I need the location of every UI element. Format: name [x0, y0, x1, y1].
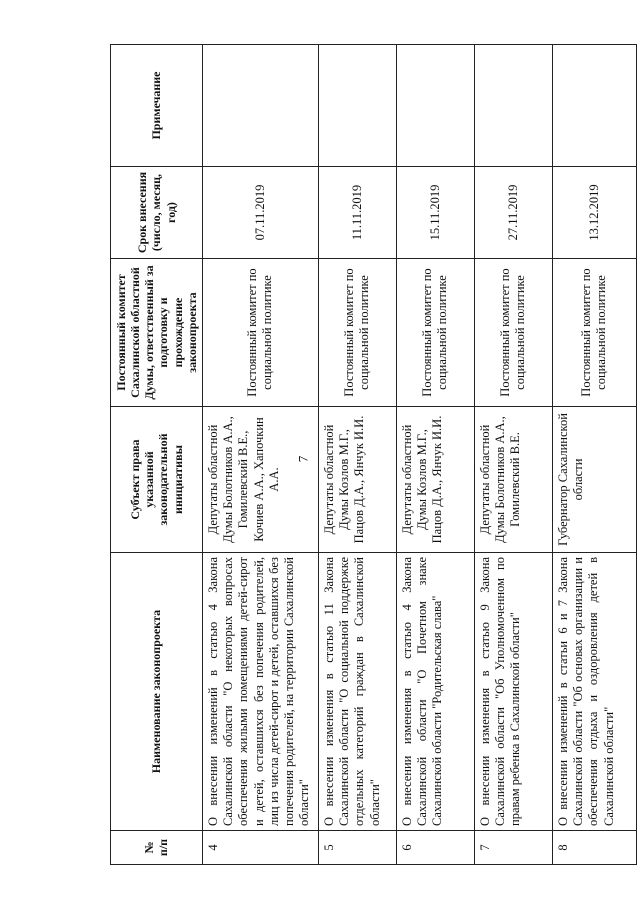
- header-committee: Постоянный комитет Сахалинской областной Думы, ответственный за подготовку и прохождение законопроекта: [111, 259, 203, 407]
- row-committee: Постоянный комитет по социальной политике: [396, 259, 474, 407]
- row-committee: Постоянный комитет по социальной политике: [202, 259, 318, 407]
- row-deadline: 07.11.2019: [202, 167, 318, 259]
- row-name: О внесении изменения в статью 11 Закона Сахалинской области "О социальной поддержке отдельных категорий граждан в Сахалинской области": [318, 553, 396, 831]
- row-committee: Постоянный комитет по социальной политике: [318, 259, 396, 407]
- row-deadline: 13.12.2019: [552, 167, 636, 259]
- row-num: 7: [474, 831, 552, 865]
- row-name: О внесении изменений в статьи 6 и 7 Закона Сахалинской области "Об основах организации и обеспечения отдыха и оздоровления детей в Сахалинской области": [552, 553, 636, 831]
- header-subject: Субъект права указанной законодательной инициативы: [111, 407, 203, 553]
- row-num: 8: [552, 831, 636, 865]
- row-deadline: 27.11.2019: [474, 167, 552, 259]
- row-note: [318, 45, 396, 167]
- row-subject: Губернатор Сахалинской области: [552, 407, 636, 553]
- row-name: О внесении изменения в статью 4 Закона Сахалинской области "О Почетном знаке Сахалинской области "Родительская слава": [396, 553, 474, 831]
- header-deadline: Срок внесения (число, месяц, год): [111, 167, 203, 259]
- row-committee: Постоянный комитет по социальной политике: [552, 259, 636, 407]
- header-num: № п/п: [111, 831, 203, 865]
- row-deadline: 11.11.2019: [318, 167, 396, 259]
- table-row: [318, 45, 396, 865]
- header-name: Наименование законопроекта: [111, 553, 203, 831]
- row-subject: Депутаты областной Думы Болотников А.А., Гомилевский В.Е.: [474, 407, 552, 553]
- table-row: [474, 45, 552, 865]
- row-subject: Депутаты областной Думы Козлов М.Г., Пацов Д.А., Янчук И.И.: [396, 407, 474, 553]
- row-subject: Депутаты областной Думы Болотников А.А., Гомилевский В.Е., Кочиев А.А., Хапочкин А.А.: [202, 407, 318, 553]
- row-note: [202, 45, 318, 167]
- table-row: [552, 45, 636, 865]
- row-num: 5: [318, 831, 396, 865]
- row-committee: Постоянный комитет по социальной политике: [474, 259, 552, 407]
- row-subject: Депутаты областной Думы Козлов М.Г., Пацов Д.А., Янчук И.И.: [318, 407, 396, 553]
- row-num: 4: [202, 831, 318, 865]
- table-header-row: [111, 45, 203, 865]
- row-deadline: 15.11.2019: [396, 167, 474, 259]
- bills-table: [110, 44, 637, 865]
- row-note: [552, 45, 636, 167]
- row-note: [396, 45, 474, 167]
- row-name: О внесении изменений в статью 4 Закона Сахалинской области "О некоторых вопросах обеспечения жилыми помещениями детей-сирот и детей, оставшихся без попечения родителей, лиц из числа детей-сирот и детей, оставшихся без попечения родителей, на территории Сахалинской области": [202, 553, 318, 831]
- bills-table-rotated: [110, 45, 630, 865]
- row-num: 6: [396, 831, 474, 865]
- header-note: Примечание: [111, 45, 203, 167]
- table-row: [396, 45, 474, 865]
- row-name: О внесении изменения в статью 9 Закона Сахалинской области "Об Уполномоченном по правам ребенка в Сахалинской области": [474, 553, 552, 831]
- table-row: [202, 45, 318, 865]
- row-note: [474, 45, 552, 167]
- page-number: 7: [295, 455, 311, 463]
